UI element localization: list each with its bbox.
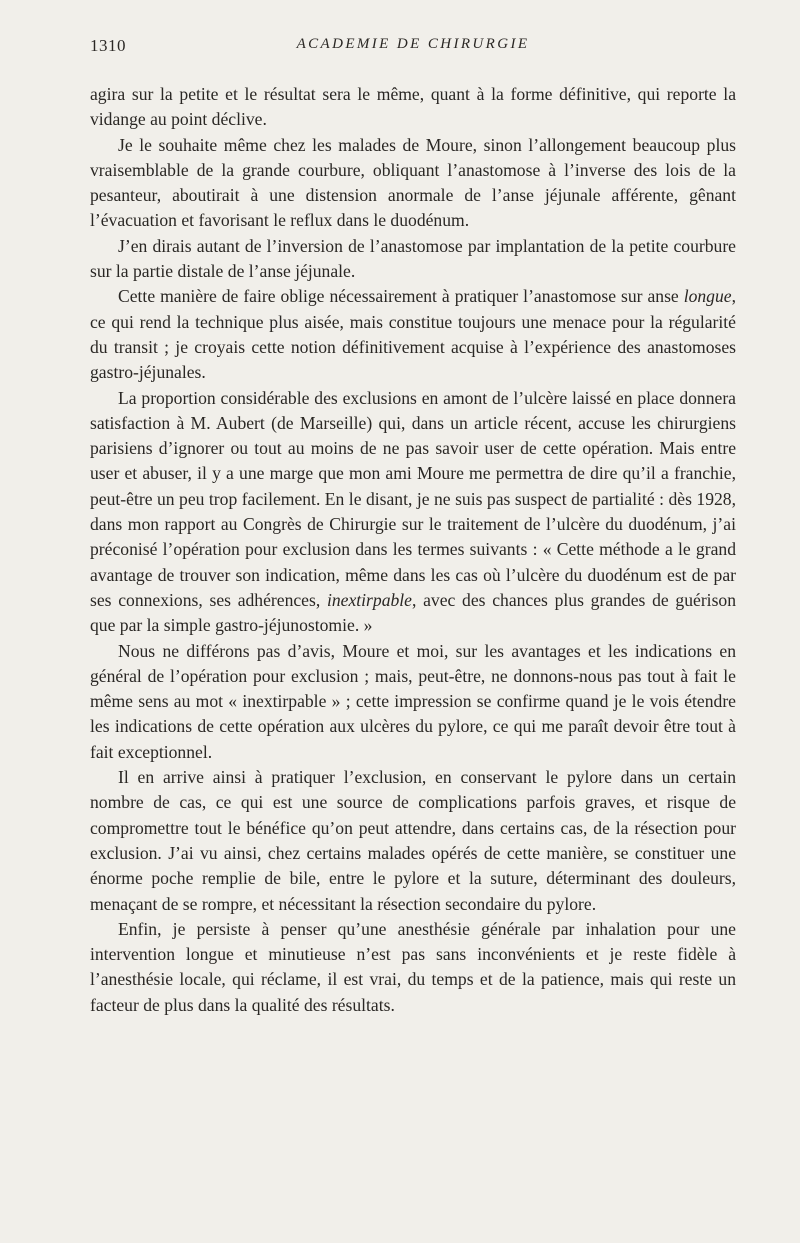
paragraph: Je le souhaite même chez les malades de Moure, sinon l’allongement beaucoup plus vraisemblable de la grande courbure, obliquant l’anastomose à l’inverse des lois de la pesanteur, aboutirait à une distension anormale de l’anse jéjunale afférente, gênant l’évacuation et favorisant le reflux dans le duodénum. [90,134,736,231]
paragraph: Enfin, je persiste à penser qu’une anesthésie générale par inhalation pour une intervention longue et minutieuse n’est pas sans inconvénients et je reste fidèle à l’anesthésie locale, qui réclame, il est vrai, du temps et de la patience, mais qui reste un facteur de plus dans la qualité des résultats. [90,918,736,1015]
running-title: ACADEMIE DE CHIRURGIE [296,36,530,52]
page-number: 1310 [90,36,126,55]
paragraph: J’en dirais autant de l’inversion de l’anastomose par implantation de la petite courbure sur la partie distale de l’anse jéjunale. [90,235,736,282]
article-body [90,82,736,1018]
text-run: , ce qui rend la technique plus aisée, mais constitue toujours une menace pour la régularité du transit ; je croyais cette notion définitivement acquise à l’expérience des anastomoses gastro-jéjunales. [90,286,736,383]
text-run: Cette manière de faire oblige nécessairement à pratiquer l’anastomose sur anse [118,286,684,307]
paragraph: agira sur la petite et le résultat sera le même, quant à la forme définitive, qui reporte la vidange au point déclive. [90,84,736,130]
paragraph [90,284,736,385]
italic-term: inextirpable [326,589,412,610]
paragraph: Il en arrive ainsi à pratiquer l’exclusion, en conservant le pylore dans un certain nombre de cas, ce qui est une source de complications parfois graves, et risque de compromettre tout le bénéfice qu’on peut attendre, dans certains cas, de la résection pour exclusion. J’ai vu ainsi, chez certains malades opérés de cette manière, se constituer une énorme poche remplie de bile, entre le pylore et la suture, déterminant des douleurs, menaçant de se rompre, et nécessitant la résection secondaire du pylore. [90,767,736,914]
page-header [90,36,736,60]
italic-term: longue [683,286,732,307]
paragraph: Nous ne différons pas d’avis, Moure et moi, sur les avantages et les indications en général de l’opération pour exclusion ; mais, peut-être, ne donnons-nous pas tout à fait le même sens au mot « inextirpable » ; cette impression se confirme quand je le vois étendre les indications de cette opération aux ulcères du pylore, ce qui me paraît devoir être tout à fait exceptionnel. [90,640,736,762]
paragraph [90,386,736,639]
text-run: , avec des chances plus grandes de guérison que par la simple gastro-jéjunostomie. » [90,589,737,636]
text-run: La proportion considérable des exclusions en amont de l’ulcère laissé en place donnera satisfaction à M. Aubert (de Marseille) qui, dans un article récent, accuse les chirurgiens parisiens d’ignorer ou tout au moins de ne pas savoir user de cette opération. Mais entre user et abuser, il y a une marge que mon ami Moure me permettra de dire qu’il a franchie, peut-être un peu trop facilement. En le disant, je ne suis pas suspect de partialité : dès 1928, dans mon rapport au Congrès de Chirurgie sur le traitement de l’ulcère du duodénum, j’ai préconisé l’opération pour exclusion dans les termes suivants : « Cette méthode a le grand avantage de trouver son indication, même dans les cas où l’ulcère du duodénum est de par ses connexions, ses adhérences, [90,387,736,610]
